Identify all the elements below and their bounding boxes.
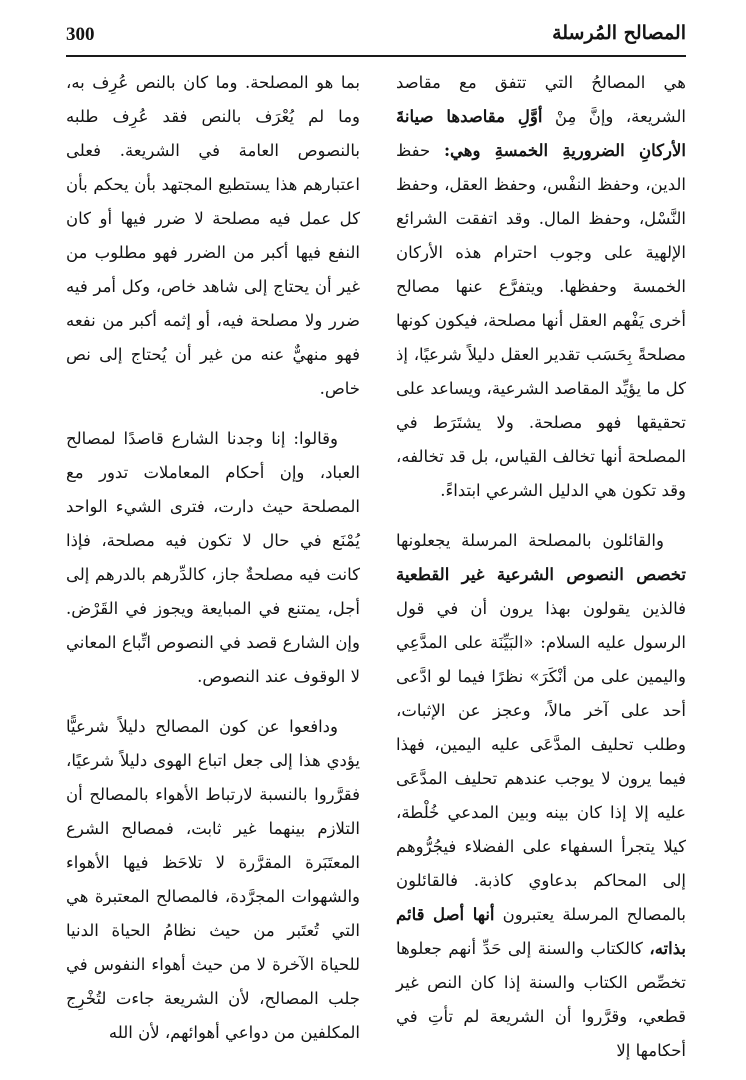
paragraph-gap <box>396 508 686 524</box>
paragraph-specification <box>396 524 686 1068</box>
paragraph-gap <box>66 406 360 422</box>
bold-phrase: تخصص النصوص الشرعية غير القطعية <box>396 565 686 584</box>
paragraph-continuation: بما هو المصلحة. وما كان بالنص عُرِف به، وما لم يُعْرَف بالنص فقد عُرِف طلبه بالنصوص العامة في الشريعة. فعلى اعتبارهم هذا يستطيع المجتهد بأن يحكم بأن كل عمل فيه مصلحة لا ضرر فيها أو كان النفع فيها أكبر من الضرر فهو مطلوب من غير أن يحتاج إلى شاهد خاص، وكل أمر فيه ضرر ولا مصلحة فيه، أو إثمه أكبر من نفعه فهو منهيٌّ عنه من غير أن يُحتاج إلى نص خاص. <box>66 73 360 398</box>
bold-phrase: أوَّلِ مقاصدها صيانةَ الأركانِ الضروريةِ الخمسةِ وهي: <box>396 107 686 160</box>
bold-phrase: أنها أصل قائم بذاته، <box>396 905 686 958</box>
text-run: كالكتاب والسنة إلى حَدِّ أنهم جعلوها تخصِّص الكتاب والسنة إذا كان النص غير قطعي، وقرَّروا أن الشريعة لم تأتِ في أحكامها إلا <box>396 939 686 1060</box>
paragraph-gap <box>66 694 360 710</box>
paragraph-definition <box>396 66 686 508</box>
paragraph-defense: ودافعوا عن كون المصالح دليلاً شرعيًّا يؤدي هذا إلى جعل اتباع الهوى دليلاً شرعيًا، فقرَّروا بالنسبة لارتباط الأهواء بالمصالح أن التلازم بينهما غير ثابت، فمصالح الشرع المعتَبَرة المقرَّرة لا تلاحَظ فيها الأهواء والشهوات المجرَّدة، فالمصالح المعتبرة هي التي تُعتَبر من حيث نظامُ الحياة الدنيا للحياة الآخرة لا من حيث أهواء النفوس في جلب المصالح، لأن الشريعة جاءت لتُخْرِج المكلفين من دواعي أهوائهم، لأن الله <box>66 717 360 1042</box>
page-number: 300 <box>66 24 95 45</box>
text-run: حفظ الدين، وحفظ النفْس، وحفظ العقل، وحفظ النَّسْل، وحفظ المال. وقد اتفقت الشرائع الإلهية على وجوب احترام هذه الأركان الخمسة وحفظها. ويتفرَّع عنها مصالح أخرى يَفْهم العقل أنها مصلحة، فيكون كونها مصلحةً بِحَسَب تقدير العقل دليلاً شرعيًا، إذ كل ما يؤيِّد المقاصد الشرعية، ويساعد على تحقيقها فهو مصلحة. ولا يشتَرَط في المصلحة أنها تخالف القياس، بل قد تخالفه، وقد تكون هي الدليل الشرعي ابتداءً. <box>396 141 686 500</box>
right-column <box>396 66 686 1068</box>
text-run: والقائلون بالمصلحة المرسلة يجعلونها <box>396 531 664 550</box>
paragraph-purposes: وقالوا: إنا وجدنا الشارع قاصدًا لمصالح العباد، وإن أحكام المعاملات تدور مع المصلحة حيث دارت، فترى الشيء الواحد يُمْنَع في حال لا تكون فيه مصلحة، فإذا كانت فيه مصلحةٌ جاز، كالدِّرهم بالدرهم إلى أجل، يمتنع في المبايعة ويجوز في القَرْض. وإن الشارع قصد في النصوص اتِّباع المعاني لا الوقوف عند النصوص. <box>66 429 360 686</box>
page-header <box>66 20 686 54</box>
running-title: المصالح المُرسلة <box>552 22 686 44</box>
text-run: هي المصالحُ التي تتفق مع مقاصد الشريعة، وإنَّ مِنْ <box>396 73 686 126</box>
left-column <box>66 66 360 1050</box>
header-rule <box>66 55 686 57</box>
text-run: فالذين يقولون بهذا يرون أن في قول الرسول عليه السلام: «البَيِّنَة على المدَّعِي واليمين على من أنْكَرَ» نظرًا فيما لو ادَّعى أحد على آخر مالاً، وعجز عن الإثبات، وطلب تحليف المدَّعَى عليه اليمين، فهذا فيما يرون لا يوجب عندهم تحليف المدَّعَى عليه إلا إذا كان بينه وبين المدعي خُلْطة، كيلا يتجرأ السفهاء على الفضلاء فيجُرُّوهم إلى المحاكم بدعاوي كاذبة. فالقائلون بالمصالح المرسلة يعتبرون <box>396 599 686 924</box>
